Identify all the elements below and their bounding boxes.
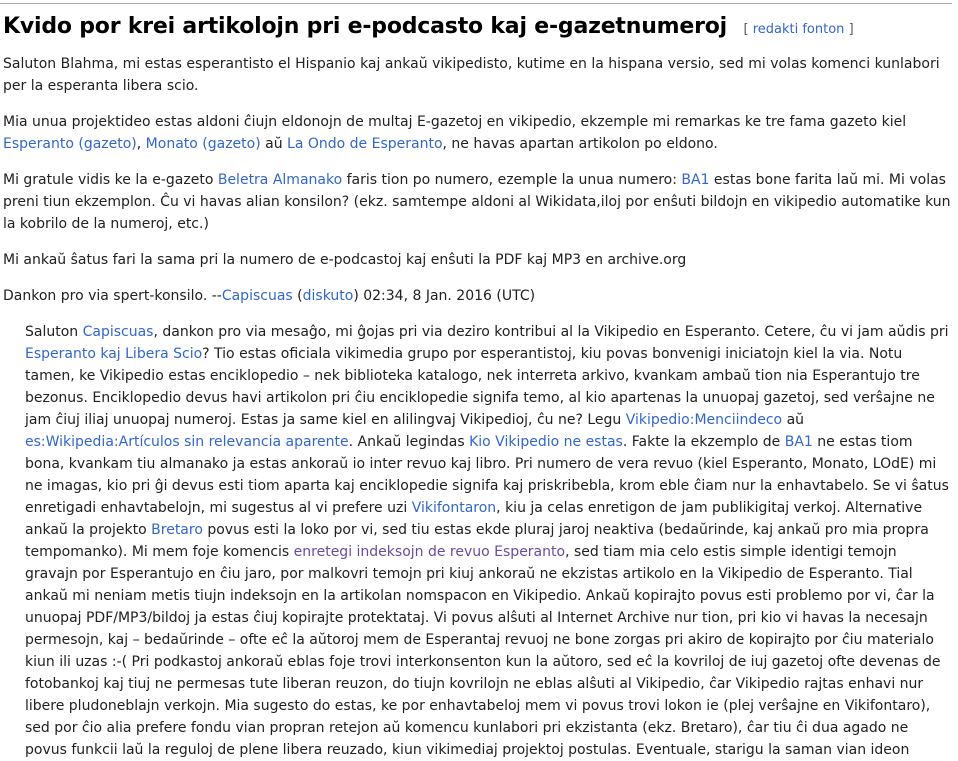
link-vikifontaron[interactable]: Vikifontaron [411,500,497,516]
link-bretaro[interactable]: Bretaro [151,522,203,538]
text: . Fakte la ekzemplo de [622,434,785,450]
section-title: Kvido por krei artikolojn pri e-podcasto kaj e-gazetnumeroj [3,14,728,39]
link-menciindeco[interactable]: Vikipedio:Menciindeco [625,412,783,428]
link-esperanto-gazeto[interactable]: Esperanto (gazeto) [3,136,137,152]
paragraph-project-idea [3,111,953,155]
text: estas bone farita laŭ mi. Mi volas preni tiun ekzemplon. Ĉu vi havas alian konsilon? (ekz. samtempe aldoni al Wikidata,iloj por enŝuti bildojn en vikipedio automatike kun la kobrilo de la numeroj, etc.) [3,172,951,232]
text: , [136,136,146,152]
discussion-content [3,53,953,761]
text: , kiu ja celas enretigon de jam publikigitaj verkoj. Alternative ankaŭ la projekto [25,500,923,538]
text: aŭ [782,412,805,428]
text: aŭ [260,136,288,152]
text: Saluton [25,324,83,340]
link-kio-vikipedio-ne-estas[interactable]: Kio Vikipedio ne estas [469,434,623,450]
text: , ne havas apartan artikolon po eldono. [442,136,718,152]
edit-source-link[interactable]: redakti fonton [752,22,845,37]
text: Mia unua projektideo estas aldoni ĉiujn eldonojn de multaj E-gazetoj en vikipedio, ekzemple mi remarkas ke tre fama gazeto kiel [3,114,907,130]
edit-bracket-open: [ [743,22,749,37]
paragraph-intro: Saluton Blahma, mi estas esperantisto el Hispanio kaj ankaŭ vikipedisto, kutime en la hispana versio, sed mi volas komenci kunlabori per la esperanta libera scio. [3,56,940,94]
link-ba1-reply[interactable]: BA1 [784,434,813,450]
link-monato-gazeto[interactable]: Monato (gazeto) [145,136,261,152]
text: povus esti la loko por vi, sed tiu estas ekde pluraj jaroj neaktiva (bedaŭrinde, kaj ankaŭ pro mia propra tempomanko). Mi mem foje komencis [25,522,929,560]
text: faris tion po numero, ezemple la unua numero: [342,172,682,188]
text: Mi gratule vidis ke la e-gazeto [3,172,218,188]
text: , dankon pro via mesaĝo, mi ĝojas pri via deziro kontribui al la Vikipedio en Esperanto. Cetere, ĉu vi jam aŭdis pri [153,324,949,340]
link-capiscuas[interactable]: Capiscuas [82,324,154,340]
link-beletra-almanako[interactable]: Beletra Almanako [217,172,343,188]
text: ( [292,288,303,304]
section-heading [3,14,953,39]
link-ba1[interactable]: BA1 [681,172,710,188]
edit-bracket-close: ] [848,22,854,37]
link-user-talk[interactable]: diskuto [302,288,354,304]
reply-comment [25,321,953,761]
link-es-relevancia[interactable]: es:Wikipedia:Artículos sin relevancia aparente [25,434,349,450]
text: . Ankaŭ legindas [348,434,470,450]
edit-section [743,22,853,37]
paragraph-beletra [3,169,953,235]
link-user-capiscuas[interactable]: Capiscuas [221,288,293,304]
link-esperanto-libera-scio[interactable]: Esperanto kaj Libera Scio [25,346,203,362]
paragraph-signature [3,285,953,307]
header-divider [0,3,952,4]
text: ) 02:34, 8 Jan. 2016 (UTC) [353,288,536,304]
paragraph-podcast: Mi ankaŭ ŝatus fari la sama pri la numero de e-podcastoj kaj enŝuti la PDF kaj MP3 en archive.org [3,252,687,268]
text: ne estas tiom bona, kvankam tiu almanako ja estas ankoraŭ io inter revuo kaj libro. Pri numero de vera revuo (kiel Esperanto, Monato, LOdE) mi ne imagas, kio pri ĝi devus esti tiom aparta kaj enciklopedie signifa kaj priskribebla, krom eble ĉiam nur la enhavtabelo. Se vi ŝatus enretigadi enhavtabelojn, mi sugestus al vi prefere uzi [25,434,949,516]
text: Dankon pro via spert-konsilo. -- [3,288,222,304]
text: ? Tio estas oficiala vikimedia grupo por esperantistoj, kiu povas bonvenigi iniciatojn kiel la via. Notu tamen, ke Vikipedio estas enciklopedio – nek biblioteka katalogo, nek interreta arkivo, kvankam ambaŭ tion nia Esperantujo tre bezonus. Enciklopedio devus havi artikolon pri ĉiu enciklopedie signifa temo, al kio apartenas la unuopaj gazetoj, sed verŝajne ne jam ĉiuj iliaj unuopaj numeroj. Estas ja same kiel en alilingvaj Vikipedioj, ĉu ne? Legu [25,346,935,428]
text: , sed tiam mia celo estis simple identigi temojn gravajn por Esperantujo en ĉiu jaro, por malkovri temojn pri kiuj ankoraŭ ne ekzistas artikolo en la Vikipedio de Esperanto. Tial ankaŭ mi neniam metis tiujn indeksojn en la artikolan nomspacon en Vikipedio. Ankaŭ kopirajto povus esti problemo por vi, ĉar la unuopaj PDF/MP3/bildoj ja estas ĉiuj kopirajte protektataj. Vi povus alŝuti al Internet Archive nur tion, pri kio vi havas la necesajn permesojn, kaj – bedaŭrinde – ofte eĉ la aŭtoroj mem de Esperantaj revuoj ne bone zorgas pri akiro de kopirajto por ĉiu materialo kiun ili uzas :-( Pri podkastoj ankoraŭ eblas foje trovi interkonsenton kun la aŭtoro, sed eĉ la kovriloj de iuj gazetoj ofte devenas de fotobankoj kaj tiuj ne permesas tute liberan reuzon, do tiujn kovrilojn ne eblas alŝuti al Vikipedio, ĉar Vikipedio rajtas enhavi nur libere pludoneblajn verkojn. Mia sugesto do estas, ke por enhavtabeloj mem vi povus trovi lokon ie (plej verŝajne en Vikifontaro), sed por ĉio alia prefere fondu vian propran retejon aŭ komencu kunlabori pri ekzistanta (ekz. Bretaro), ĉar tiu ĉi dua agado ne povus funkcii laŭ la reguloj de plene libera reuzado, kiun vikimediaj projektoj postulas. Eventuale, starigu la saman vian ideon [25,544,941,758]
link-la-ondo[interactable]: La Ondo de Esperanto [287,136,443,152]
link-enretegi-indeksojn[interactable]: enretegi indeksojn de revuo Esperanto [293,544,566,560]
